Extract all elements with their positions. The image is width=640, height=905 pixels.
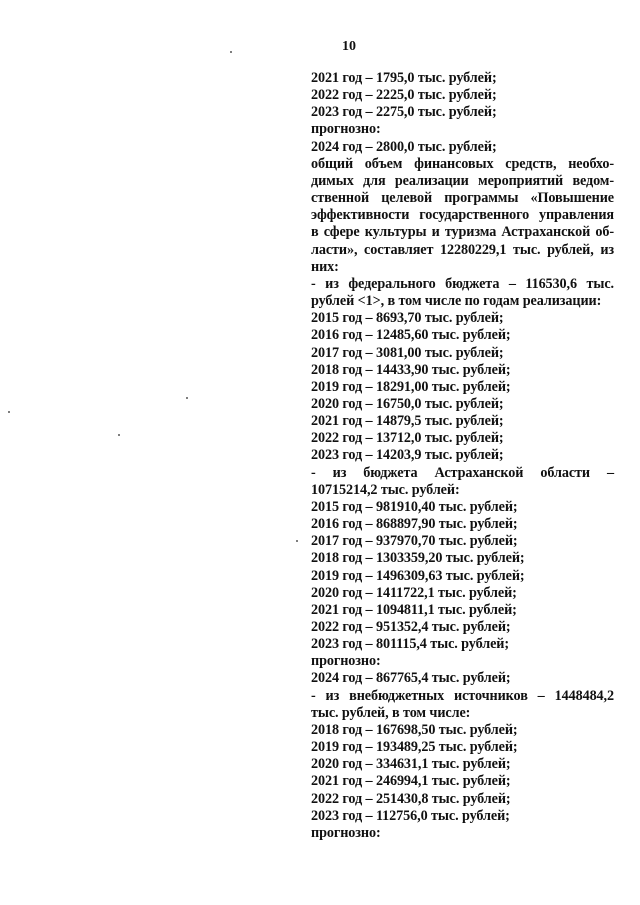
text-line: 2015 год – 8693,70 тыс. рублей; <box>311 310 504 327</box>
text-line: рублей <1>, в том числе по годам реализации: <box>311 293 602 310</box>
text-line: 2019 год – 1496309,63 тыс. рублей; <box>311 567 525 584</box>
text-line: 2023 год – 2275,0 тыс. рублей; <box>311 104 497 121</box>
budget-text-column <box>311 70 614 842</box>
scan-speck <box>8 411 10 413</box>
text-line: 2019 год – 193489,25 тыс. рублей; <box>311 739 518 756</box>
text-line: ственной целевой программы «Повышение <box>311 190 614 207</box>
text-line: прогнозно: <box>311 121 381 138</box>
text-line: в сфере культуры и туризма Астраханской об- <box>311 224 614 241</box>
text-line: 2021 год – 246994,1 тыс. рублей; <box>311 773 511 790</box>
text-line: 2015 год – 981910,40 тыс. рублей; <box>311 498 518 515</box>
text-line: 10715214,2 тыс. рублей: <box>311 481 460 498</box>
text-line: 2016 год – 12485,60 тыс. рублей; <box>311 327 511 344</box>
text-line: 2024 год – 2800,0 тыс. рублей; <box>311 138 497 155</box>
text-line: тыс. рублей, в том числе: <box>311 704 471 721</box>
text-line: 2021 год – 14879,5 тыс. рублей; <box>311 413 504 430</box>
text-line: 2016 год – 868897,90 тыс. рублей; <box>311 516 518 533</box>
text-line: 2020 год – 1411722,1 тыс. рублей; <box>311 584 517 601</box>
text-line: 2023 год – 112756,0 тыс. рублей; <box>311 807 510 824</box>
text-line: ласти», составляет 12280229,1 тыс. рублей, из <box>311 241 614 258</box>
text-line: 2021 год – 1795,0 тыс. рублей; <box>311 70 497 86</box>
scan-speck <box>118 434 120 436</box>
text-line: 2021 год – 1094811,1 тыс. рублей; <box>311 601 517 618</box>
text-line: 2022 год – 2225,0 тыс. рублей; <box>311 87 497 104</box>
text-line: 2017 год – 3081,00 тыс. рублей; <box>311 344 504 361</box>
text-line: 2020 год – 334631,1 тыс. рублей; <box>311 756 511 773</box>
text-line: них: <box>311 258 339 275</box>
text-line: 2023 год – 801115,4 тыс. рублей; <box>311 636 509 653</box>
text-line: - из внебюджетных источников – 1448484,2 <box>311 687 614 704</box>
scan-speck <box>186 397 188 399</box>
text-line: - из бюджета Астраханской области – <box>311 464 614 481</box>
text-line: 2022 год – 251430,8 тыс. рублей; <box>311 790 511 807</box>
text-line: 2018 год – 167698,50 тыс. рублей; <box>311 721 518 738</box>
scan-speck <box>296 540 298 542</box>
text-line: 2024 год – 867765,4 тыс. рублей; <box>311 670 511 687</box>
text-line: 2018 год – 14433,90 тыс. рублей; <box>311 361 511 378</box>
text-line: димых для реализации мероприятий ведом- <box>311 172 614 189</box>
text-line: 2019 год – 18291,00 тыс. рублей; <box>311 378 511 395</box>
text-line: 2022 год – 13712,0 тыс. рублей; <box>311 430 504 447</box>
page-number: 10 <box>342 39 356 54</box>
text-line: 2017 год – 937970,70 тыс. рублей; <box>311 533 518 550</box>
text-line: общий объем финансовых средств, необхо- <box>311 155 614 172</box>
text-line: 2023 год – 14203,9 тыс. рублей; <box>311 447 504 464</box>
text-line: эффективности государственного управления <box>311 207 614 224</box>
text-line: прогнозно: <box>311 824 381 841</box>
text-line: 2018 год – 1303359,20 тыс. рублей; <box>311 550 525 567</box>
text-line: - из федерального бюджета – 116530,6 тыс. <box>311 275 614 292</box>
scan-speck <box>230 51 232 53</box>
text-line: прогнозно: <box>311 653 381 670</box>
text-line: 2020 год – 16750,0 тыс. рублей; <box>311 395 504 412</box>
text-line: 2022 год – 951352,4 тыс. рублей; <box>311 619 511 635</box>
